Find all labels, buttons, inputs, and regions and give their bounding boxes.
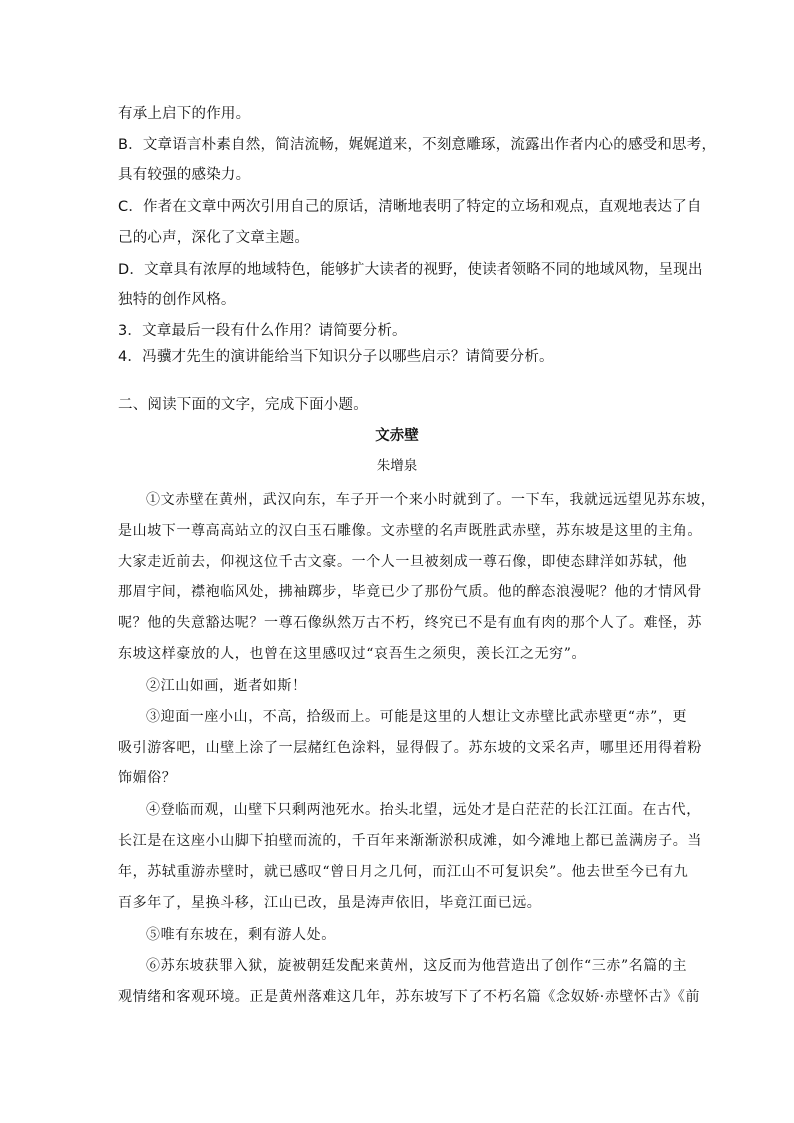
paragraph-line: 观情绪和客观环境。正是黄州落难这几年，苏东坡写下了不朽名篇《念奴娇·赤壁怀古》《前: [118, 989, 701, 1005]
option-d-line-1: D．文章具有浓厚的地域特色，能够扩大读者的视野，使读者领略不同的地域风物，呈现出: [118, 262, 703, 278]
paragraph-line: ①文赤壁在黄州，武汉向东，车子开一个来小时就到了。一下车，我就远远望见苏东坡，: [146, 492, 716, 508]
paragraph-line: ③迎面一座小山，不高，拾级而上。可能是这里的人想让文赤壁比武赤壁更“赤”，更: [146, 709, 688, 725]
paragraph-line: 呢？他的失意豁达呢？一尊石像纵然万古不朽，终究已不是有血有肉的那个人了。难怪，苏: [118, 615, 702, 631]
paragraph-line: ⑤唯有东坡在，剩有游人处。: [146, 927, 336, 943]
article-title: 文赤壁: [375, 428, 419, 444]
question-3: 3．文章最后一段有什么作用？请简要分析。: [118, 323, 407, 339]
paragraph-line: 长江是在这座小山脚下拍壁而流的，千百年来渐渐淤积成滩，如今滩地上都已盖满房子。当: [118, 833, 702, 849]
article-author: 朱增泉: [376, 458, 418, 474]
option-b-line-1: B．文章语言朴素自然，简洁流畅，娓娓道来，不刻意雕琢，流露出作者内心的感受和思考，: [118, 137, 717, 153]
question-4: 4．冯骥才先生的演讲能给当下知识分子以哪些启示？请简要分析。: [118, 349, 554, 365]
paragraph-line: 那眉宇间，襟袍临风处，拂袖踯步，毕竟已少了那份气质。他的醉态浪漫呢？他的才情风骨: [118, 584, 702, 600]
option-a-continuation: 有承上启下的作用。: [118, 106, 251, 122]
paragraph-line: 大家走近前去，仰视这位千古文豪。一个人一旦被刻成一尊石像，即使态肆洋如苏轼，他: [118, 554, 688, 570]
paragraph-line: 东坡这样豪放的人，也曾在这里感叹过“哀吾生之须臾，羡长江之无穷”。: [118, 646, 587, 662]
paragraph-line: 是山坡下一尊高高站立的汉白玉石雕像。文赤壁的名声既胜武赤壁，苏东坡是这里的主角。: [118, 523, 702, 539]
option-c-line-2: 己的心声，深化了文章主题。: [118, 230, 310, 246]
option-d-line-2: 独特的创作风格。: [118, 292, 236, 308]
option-c-line-1: C．作者在文章中两次引用自己的原话，清晰地表明了特定的立场和观点，直观地表达了自: [118, 199, 702, 215]
paragraph-line: ⑥苏东坡获罪入狱，旋被朝廷发配来黄州，这反而为他营造出了创作“三赤”名篇的主: [146, 958, 688, 974]
section-2-heading: 二、阅读下面的文字，完成下面小题。: [118, 397, 368, 413]
paragraph-line: 百多年了，星换斗移，江山已改，虽是涛声依旧，毕竟江面已远。: [118, 895, 542, 911]
paragraph-line: ④登临而观，山壁下只剩两池死水。抬头北望，远处才是白茫茫的长江江面。在古代，: [146, 802, 701, 818]
paragraph-line: 年，苏轼重游赤壁时，就已感叹“曾日月之几何，而江山不可复识矣”。他去世至今已有九: [118, 864, 689, 880]
paragraph-line: 吸引游客吧，山壁上涂了一层赭红色涂料，显得假了。苏东坡的文采名声，哪里还用得着粉: [118, 740, 702, 756]
option-b-line-2: 具有较强的感染力。: [118, 167, 251, 183]
paragraph-line: ②江山如画，逝者如斯！: [146, 678, 307, 694]
paragraph-line: 饰媚俗？: [118, 770, 177, 786]
